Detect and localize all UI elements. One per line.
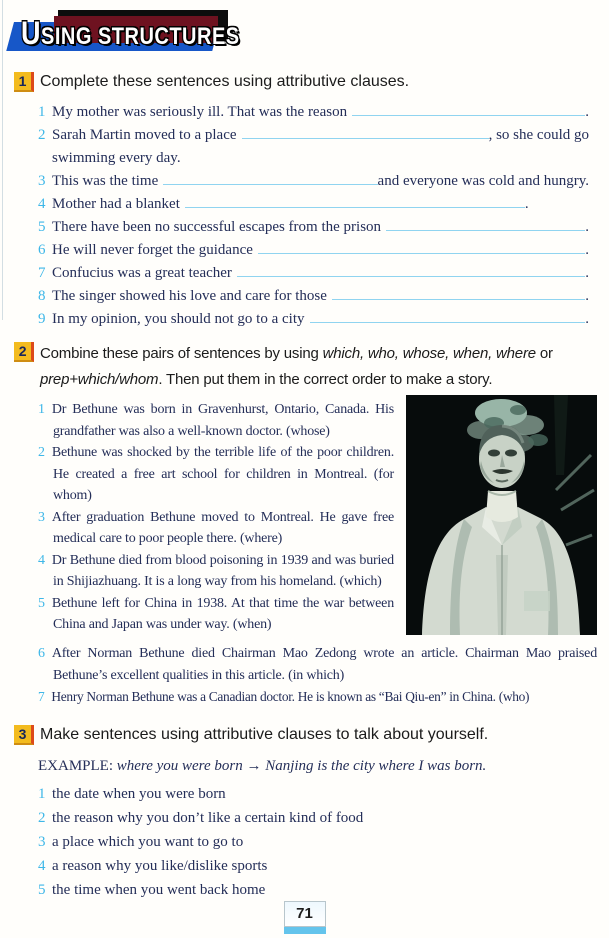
exercise-3-badge: 3 [14,725,34,745]
exercise-3-instruction: Make sentences using attributive clauses to talk about yourself. [40,725,489,743]
exercise-2 [14,341,597,708]
item-text-post: . [585,219,589,235]
item-text: Mother had a blanket [52,196,180,212]
item-number: 5 [38,595,45,611]
page-number: 71 [284,901,326,927]
item-text: a reason why you like/dislike sports [52,857,268,874]
item-text-post: and everyone was cold and hungry. [377,173,589,189]
exercise-2-instruction-part1: Combine these pairs of sentences by using [40,345,323,362]
example-text: where you were born → Nanjing is the city where I was born. [116,757,487,774]
item-text-post: . [585,311,589,327]
item-number: 9 [38,311,46,327]
exercise-1-instruction: Complete these sentences using attributive clauses. [40,73,410,90]
item-text: Bethune was shocked by the terrible life of the poor children. He created a free art school for children in Montreal. (for whom) [51,445,394,503]
item-number: 5 [38,881,46,898]
scan-edge-line [2,0,3,320]
item-number: 2 [38,809,46,826]
item-number: 1 [38,785,46,802]
item-text: Dr Bethune died from blood poisoning in 1939 and was buried in Shijiazhuang. It is a long way from his homeland. (which) [51,552,394,589]
item-number: 7 [38,689,45,704]
page-content [0,71,609,902]
exercise-3-item-2 [38,806,597,830]
answer-blank [163,171,377,185]
item-text-post: . [585,265,589,281]
item-text: He will never forget the guidance [52,242,253,258]
exercise-2-badge: 2 [14,342,34,362]
exercise-1-item-1 [38,101,597,124]
exercise-1-item-5 [38,216,597,239]
answer-blank [258,240,585,254]
item-text-post: . [524,196,529,212]
answer-blank [237,263,585,277]
exercise-1-item-2 [38,124,597,147]
exercise-2-instruction-italic2: prep+which/whom [40,371,159,388]
answer-blank [332,286,585,300]
exercise-3-header [14,724,597,746]
exercise-1 [14,71,597,331]
exercise-1-item-4 [38,193,597,216]
item-text: In my opinion, you should not go to a city [52,311,305,327]
item-number: 3 [38,833,46,850]
exercise-3-item-3 [38,830,597,854]
exercise-3 [14,724,597,902]
example-label: EXAMPLE: [38,757,113,774]
item-number: 6 [38,242,46,258]
item-text-post: , so she could go [488,127,589,143]
item-number: 4 [38,196,46,212]
item-text: the date when you were born [52,785,226,802]
exercise-2-items [38,399,597,708]
item-text: Sarah Martin moved to a place [52,127,237,143]
exercise-3-item-1 [38,782,597,806]
section-title: USING STRUCTURES [21,15,240,51]
item-number: 7 [38,265,46,281]
exercise-2-item-7 [38,686,597,708]
item-number: 3 [38,509,45,525]
section-banner [8,6,609,58]
item-number: 6 [38,646,45,661]
answer-blank [386,217,585,231]
item-text: The singer showed his love and care for those [52,288,327,304]
item-number: 3 [38,173,46,189]
item-number: 4 [38,552,45,568]
item-text: Henry Norman Bethune was a Canadian doctor. He is known as “Bai Qiu-en” in China. (who) [51,689,530,704]
exercise-1-item-7 [38,262,597,285]
page-number-strip [284,927,326,934]
exercise-2-instruction-part2: or [535,345,553,362]
exercise-2-instruction-italic1: which, who, whose, when, where [322,345,536,362]
item-number: 8 [38,288,46,304]
item-text: the time when you went back home [52,881,266,898]
item-text-post: . [585,242,589,258]
answer-blank [185,194,525,208]
item-text: a place which you want to go to [52,833,244,850]
exercise-1-header [14,71,597,93]
exercise-1-item-6 [38,239,597,262]
item-text: the reason why you don’t like a certain kind of food [52,809,364,826]
exercise-1-item-8 [38,285,597,308]
exercise-1-item-2-continuation: swimming every day. [52,150,181,166]
exercise-1-item-9 [38,308,597,331]
item-number: 1 [38,104,46,120]
item-text: This was the time [52,173,159,189]
exercise-2-header [14,341,597,393]
item-text: There have been no successful escapes from the prison [52,219,382,235]
item-text: Bethune left for China in 1938. At that time the war between China and Japan was under way. (when) [51,595,394,632]
exercise-3-example [38,754,597,778]
item-number: 2 [38,445,45,460]
item-text: Confucius was a great teacher [52,265,232,281]
answer-blank [242,125,489,139]
item-text: After graduation Bethune moved to Montreal. He gave free medical care to poor people there. (where) [51,509,394,546]
item-text: Dr Bethune was born in Gravenhurst, Ontario, Canada. His grandfather was also a well-known doctor. (whose) [51,402,394,439]
answer-blank [310,309,586,323]
exercise-1-badge: 1 [14,72,34,92]
exercise-3-body [38,754,597,902]
item-number: 2 [38,127,46,143]
exercise-3-item-4 [38,854,597,878]
exercise-2-instruction-part3: . Then put them in the correct order to make a story. [158,371,493,388]
item-text-post: . [585,288,589,304]
item-number: 4 [38,857,46,874]
page-footer [284,901,326,934]
answer-blank [352,102,585,116]
bethune-portrait-photo [406,395,597,635]
item-number: 1 [38,402,45,417]
item-text: After Norman Bethune died Chairman Mao Zedong wrote an article. Chairman Mao praised Bethune’s excellent qualities in this article. (in which) [51,646,597,683]
exercise-2-item-6 [38,643,597,686]
item-text-post: . [585,104,589,120]
item-text: My mother was seriously ill. That was the reason [52,104,348,120]
exercise-3-item-5 [38,878,597,902]
exercise-1-item-3 [38,170,597,193]
exercise-1-items [38,101,597,331]
item-number: 5 [38,219,46,235]
